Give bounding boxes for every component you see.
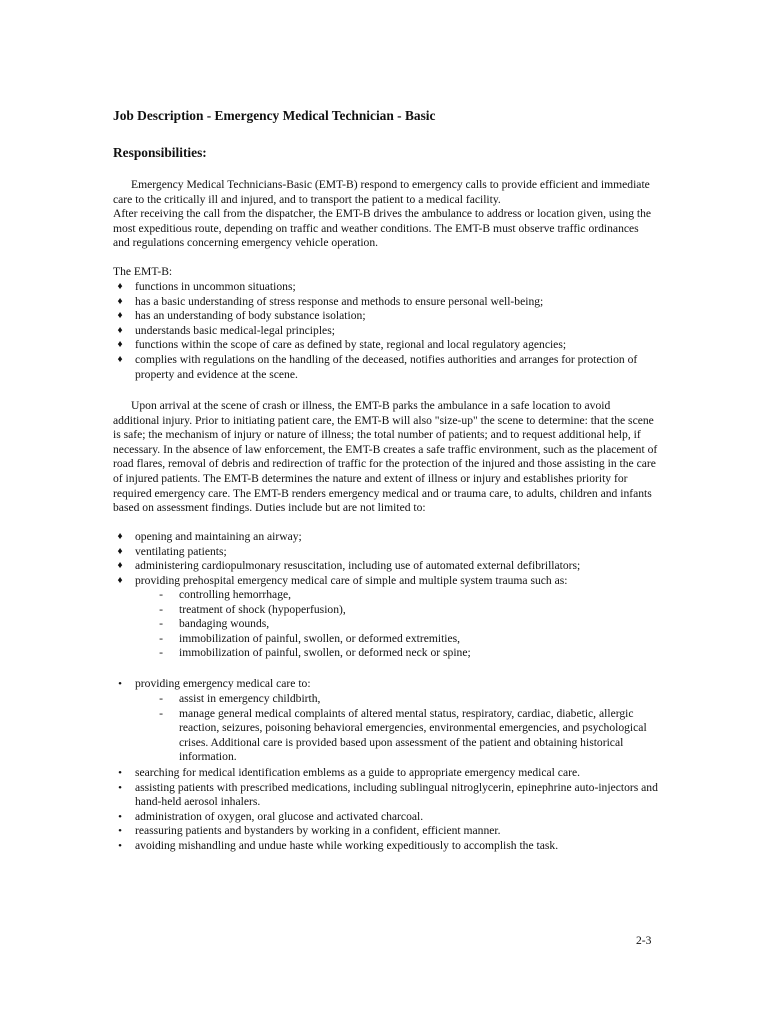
list-item: • avoiding mishandling and undue haste while working expeditiously to accomplish the task. xyxy=(113,839,658,854)
emtb-intro-label: The EMT-B: xyxy=(113,265,173,278)
medical-care-sublist xyxy=(157,692,658,765)
dash-bullet-icon: - xyxy=(159,646,163,660)
dot-bullet-icon: • xyxy=(118,678,122,690)
list-item: ♦ providing prehospital emergency medical care of simple and multiple system trauma such as: xyxy=(113,574,658,589)
document-title: Job Description - Emergency Medical Technician - Basic xyxy=(113,108,436,123)
dash-bullet-icon: - xyxy=(159,692,163,705)
dash-bullet-icon: - xyxy=(159,588,163,601)
list-item: • administration of oxygen, oral glucose and activated charcoal. xyxy=(113,810,658,825)
dot-bullet-icon: • xyxy=(118,767,122,779)
diamond-bullet-icon: ♦ xyxy=(117,545,123,557)
diamond-bullet-icon: ♦ xyxy=(117,310,123,322)
dash-bullet-icon: - xyxy=(159,617,163,631)
section-heading-responsibilities: Responsibilities: xyxy=(113,145,207,160)
emtb-qualities-list xyxy=(113,280,658,382)
duties-list xyxy=(113,530,658,588)
list-item: - manage general medical complaints of altered mental status, respiratory, cardiac, diabetic, allergic reaction, seizures, poisoning behavioral emergencies, environmental emergencies, and psychological crises. Additional care is provided based upon assessment of the patient and obtaining historical information. xyxy=(157,707,658,765)
additional-duties-list xyxy=(113,766,658,854)
list-item: - immobilization of painful, swollen, or deformed extremities, xyxy=(157,632,658,647)
list-item: - controlling hemorrhage, xyxy=(157,588,658,603)
list-item: • searching for medical identification emblems as a guide to appropriate emergency medical care. xyxy=(113,766,658,781)
diamond-bullet-icon: ♦ xyxy=(117,339,123,351)
dash-bullet-icon: - xyxy=(159,706,163,720)
diamond-bullet-icon: ♦ xyxy=(117,324,123,336)
list-item: ♦ functions in uncommon situations; xyxy=(113,280,658,295)
list-item: • assisting patients with prescribed medications, including sublingual nitroglycerin, epinephrine auto-injectors and hand-held aerosol inhalers. xyxy=(113,781,658,810)
dot-bullet-icon: • xyxy=(118,810,122,823)
list-item: ♦ ventilating patients; xyxy=(113,545,658,560)
list-item: - assist in emergency childbirth, xyxy=(157,692,658,707)
list-item: ♦ understands basic medical-legal principles; xyxy=(113,324,658,339)
list-item: ♦ has an understanding of body substance isolation; xyxy=(113,309,658,324)
emergency-care-list xyxy=(113,677,658,692)
diamond-bullet-icon: ♦ xyxy=(117,295,123,307)
list-item: ♦ has a basic understanding of stress response and methods to ensure personal well-being; xyxy=(113,295,658,310)
diamond-bullet-icon: ♦ xyxy=(117,574,123,586)
list-item: ♦ complies with regulations on the handling of the deceased, notifies authorities and arranges for protection of property and evidence at the scene. xyxy=(113,353,658,382)
trauma-care-sublist xyxy=(157,588,658,661)
list-item: - treatment of shock (hypoperfusion), xyxy=(157,603,658,618)
list-item: - bandaging wounds, xyxy=(157,617,658,632)
paragraph-scene-arrival: Upon arrival at the scene of crash or illness, the EMT-B parks the ambulance in a safe location to avoid additional injury. Prior to initiating patient care, the EMT-B will also "size-up" the scene to determine: that the scene is safe; the mechanism of injury or nature of illness; the total number of patients; and to request additional help, if necessary. In the absence of law enforcement, the EMT-B creates a safe traffic environment, such as the placement of road flares, removal of debris and redirection of traffic for the protection of the injured and those assisting in the care of injured patients. The EMT-B determines the nature and extent of illness or injury and establishes priority for required emergency care. The EMT-B renders emergency medical and or trauma care, to adults, children and infants based on assessment findings. Duties include but are not limited to: xyxy=(113,399,658,515)
dot-bullet-icon: • xyxy=(118,839,122,852)
list-item: ♦ administering cardiopulmonary resuscitation, including use of automated external defibrillators; xyxy=(113,559,658,574)
diamond-bullet-icon: ♦ xyxy=(117,281,123,292)
list-item: ♦ opening and maintaining an airway; xyxy=(113,530,658,545)
paragraph-dispatch: After receiving the call from the dispatcher, the EMT-B drives the ambulance to address or location given, using the most expeditious route, depending on traffic and weather conditions. The EMT-B must observe traffic ordinances and regulations concerning emergency vehicle operation. xyxy=(113,207,652,250)
dot-bullet-icon: • xyxy=(118,781,122,794)
list-item: • providing emergency medical care to: xyxy=(113,677,658,692)
dash-bullet-icon: - xyxy=(159,602,163,616)
page-number: 2-3 xyxy=(636,934,652,947)
diamond-bullet-icon: ♦ xyxy=(117,560,123,572)
diamond-bullet-icon: ♦ xyxy=(117,531,123,542)
diamond-bullet-icon: ♦ xyxy=(117,353,123,365)
dot-bullet-icon: • xyxy=(118,825,122,838)
paragraph-intro: Emergency Medical Technicians-Basic (EMT-B) respond to emergency calls to provide efficient and immediate care to the critically ill and injured, and to transport the patient to a medical facility. xyxy=(113,178,650,206)
list-item: • reassuring patients and bystanders by working in a confident, efficient manner. xyxy=(113,824,658,839)
list-item: - immobilization of painful, swollen, or deformed neck or spine; xyxy=(157,646,658,661)
dash-bullet-icon: - xyxy=(159,631,163,645)
list-item: ♦ functions within the scope of care as defined by state, regional and local regulatory agencies; xyxy=(113,338,658,353)
